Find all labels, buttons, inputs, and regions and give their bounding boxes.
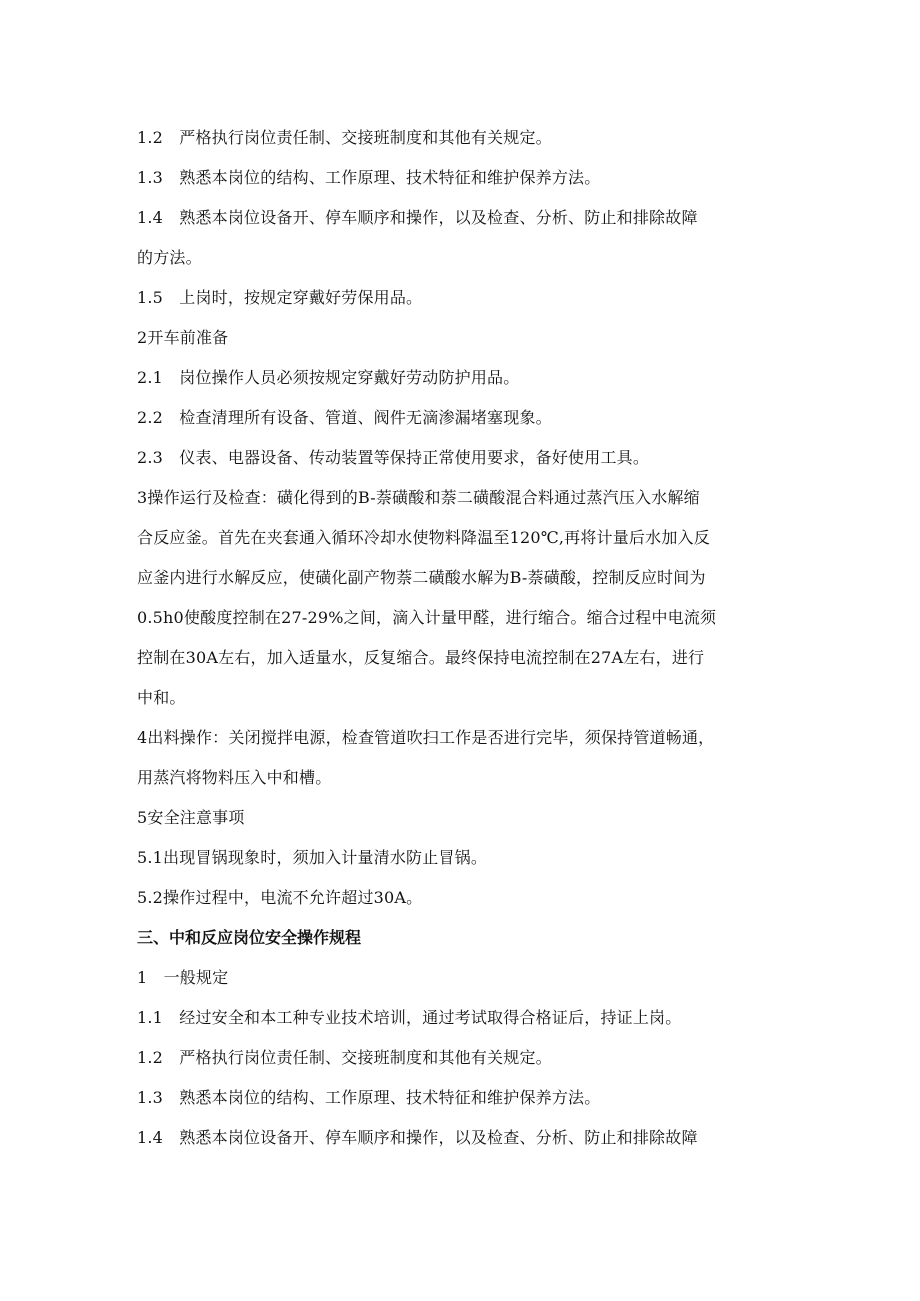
paragraph-1-2: 1.2 严格执行岗位责任制、交接班制度和其他有关规定。: [137, 128, 552, 147]
paragraph-3-line-6: 中和。: [137, 688, 186, 707]
paragraph-1-5: 1.5 上岗时，按规定穿戴好劳保用品。: [137, 288, 423, 307]
document-body: [137, 118, 797, 1158]
paragraph-4-line-2: 用蒸汽将物料压入中和槽。: [137, 768, 332, 787]
section-heading: 三、中和反应岗位安全操作规程: [137, 928, 362, 947]
paragraph-2-3: 2.3 仪表、电器设备、传动装置等保持正常使用要求，备好使用工具。: [137, 448, 650, 467]
paragraph-3-line-5: 控制在30A左右，加入适量水，反复缩合。最终保持电流控制在27A左右，进行: [137, 648, 705, 667]
paragraph-3-line-2: 合反应釜。首先在夹套通入循环冷却水使物料降温至120℃,再将计量后水加入反: [137, 528, 710, 547]
paragraph-4-line-1: 4出料操作：关闭搅拌电源，检查管道吹扫工作是否进行完毕，须保持管道畅通，: [137, 728, 715, 747]
paragraph-2-2: 2.2 检查清理所有设备、管道、阀件无滴渗漏堵塞现象。: [137, 408, 552, 427]
paragraph-3-line-4: 0.5h0使酸度控制在27-29%之间，滴入计量甲醛，进行缩合。缩合过程中电流须: [137, 608, 717, 627]
paragraph-3-line-3: 应釜内进行水解反应，使磺化副产物萘二磺酸水解为B-萘磺酸，控制反应时间为: [137, 568, 706, 587]
general-rules-title: 1 一般规定: [137, 968, 229, 987]
paragraph-3-line-1: 3操作运行及检查：磺化得到的B-萘磺酸和萘二磺酸混合料通过蒸汽压入水解缩: [137, 488, 700, 507]
paragraph-5-1: 5.1出现冒锅现象时，须加入计量清水防止冒锅。: [137, 848, 488, 867]
section-5-title: 5安全注意事项: [137, 808, 245, 827]
paragraph-2-1: 2.1 岗位操作人员必须按规定穿戴好劳动防护用品。: [137, 368, 520, 387]
section-2-title: 2开车前准备: [137, 328, 229, 347]
rule-1-2: 1.2 严格执行岗位责任制、交接班制度和其他有关规定。: [137, 1048, 552, 1067]
rule-1-1: 1.1 经过安全和本工种专业技术培训，通过考试取得合格证后，持证上岗。: [137, 1008, 682, 1027]
paragraph-1-4-line-2: 的方法。: [137, 248, 202, 267]
paragraph-5-2: 5.2操作过程中，电流不允许超过30A。: [137, 888, 423, 907]
paragraph-1-3: 1.3 熟悉本岗位的结构、工作原理、技术特征和维护保养方法。: [137, 168, 601, 187]
rule-1-4: 1.4 熟悉本岗位设备开、停车顺序和操作，以及检查、分析、防止和排除故障: [137, 1128, 698, 1147]
paragraph-1-4-line-1: 1.4 熟悉本岗位设备开、停车顺序和操作，以及检查、分析、防止和排除故障: [137, 208, 698, 227]
rule-1-3: 1.3 熟悉本岗位的结构、工作原理、技术特征和维护保养方法。: [137, 1088, 601, 1107]
